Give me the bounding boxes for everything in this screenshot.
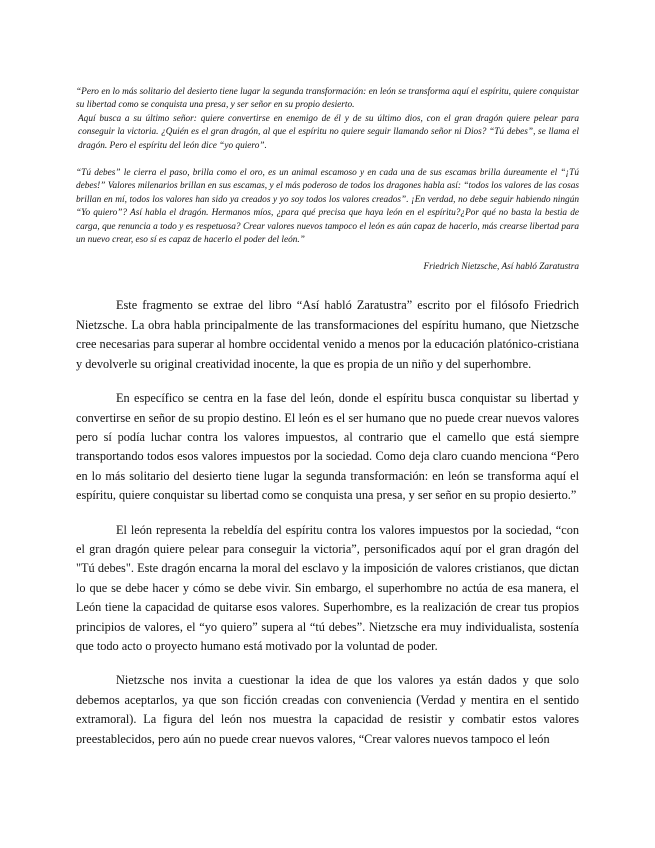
body-paragraph-3: El león representa la rebeldía del espíritu contra los valores impuestos por la sociedad, “con el gran dragón quiere pelear para conseguir la victoria”, personificados aquí por el gran dragón del "Tú debes". Este dragón encarna la moral del esclavo y la imposición de valores cristianos, que dictan lo que se debe hacer y cómo se debe vivir. Sin embargo, el superhombre no actúa de esa manera, el León tiene la capacidad de quitarse esos valores. Superhombre, es la realización de crear tus propios principios de valores, el “yo quiero” supera al “tú debes”. Nietzsche era muy individualista, sostenía que todo acto o proyecto humano está motivado por la voluntad de poder. (76, 522, 579, 653)
body-paragraph-4: Nietzsche nos invita a cuestionar la idea de que los valores ya están dados y que solo debemos aceptarlos, ya que son ficción creadas con conveniencia (Verdad y mentira en el sentido extramoral). La figura del león nos muestra la capacidad de resistir y combatir estos valores preestablecidos, pero aún no puede crear nuevos valores, “Crear valores nuevos tampoco el león (76, 673, 579, 746)
document-page (76, 86, 579, 749)
quote-paragraph-1: “Pero en lo más solitario del desierto tiene lugar la segunda transformación: en león se transforma aquí el espíritu, quiere conquistar su libertad como se conquista una presa, y ser señor en su propio desierto. (76, 87, 579, 111)
quote-block (76, 86, 579, 274)
quote-paragraph-2: Aquí busca a su último señor: quiere convertirse en enemigo de él y de su último dios, con el gran dragón quiere pelear para conseguir la victoria. ¿Quién es el gran dragón, al que el espíritu no quiere seguir llamando señor ni Dios? “Tú debes”, se llama el dragón. Pero el espíritu del león dice “yo quiero”. (78, 113, 579, 151)
quote-paragraph-3: “Tú debes” le cierra el paso, brilla como el oro, es un animal escamoso y en cada una de sus escamas brilla áureamente el “¡Tú debes!” Valores milenarios brillan en sus escamas, y el más poderoso de todos los dragones habla así: “todos los valores de las cosas brillan en mí, todos los valores han sido ya creados y yo soy todos los valores creados”. ¡En verdad, no debe seguir habiendo ningún “Yo quiero”? Así habla el dragón. Hermanos míos, ¿para qué precisa que haya león en el espíritu?¿Por qué no basta la bestia de carga, que renuncia a todo y es respetuosa? Crear valores nuevos tampoco el león es aún capaz de hacerlo, más crearse libertad para un nuevo crear, eso sí es capaz de hacerlo el poder del león.” (76, 168, 579, 246)
body-paragraph-1: Este fragmento se extrae del libro “Así habló Zaratustra” escrito por el filósofo Friedrich Nietzsche. La obra habla principalmente de las transformaciones del espíritu humano, que Nietzsche cree necesarias para superar al hombre occidental venido a menos por la educación platónico-cristiana y devolverle su original creatividad inocente, la que es propia de un niño y del superhombre. (76, 298, 579, 371)
quote-attribution: Friedrich Nietzsche, Así habló Zaratustra (423, 262, 579, 273)
essay-body (76, 296, 579, 749)
body-paragraph-2: En específico se centra en la fase del león, donde el espíritu busca conquistar su libertad y convertirse en señor de su propio destino. El león es el ser humano que no puede crear nuevos valores pero sí podía luchar contra los valores impuestos, al contrario que el camello que está siempre transportando todos esos valores impuestos por la sociedad. Como deja claro cuando menciona “Pero en lo más solitario del desierto tiene lugar la segunda transformación: en león se transforma aquí el espíritu, quiere conquistar su libertad como se conquista una presa, y ser señor en su propio desierto.” (76, 391, 579, 503)
